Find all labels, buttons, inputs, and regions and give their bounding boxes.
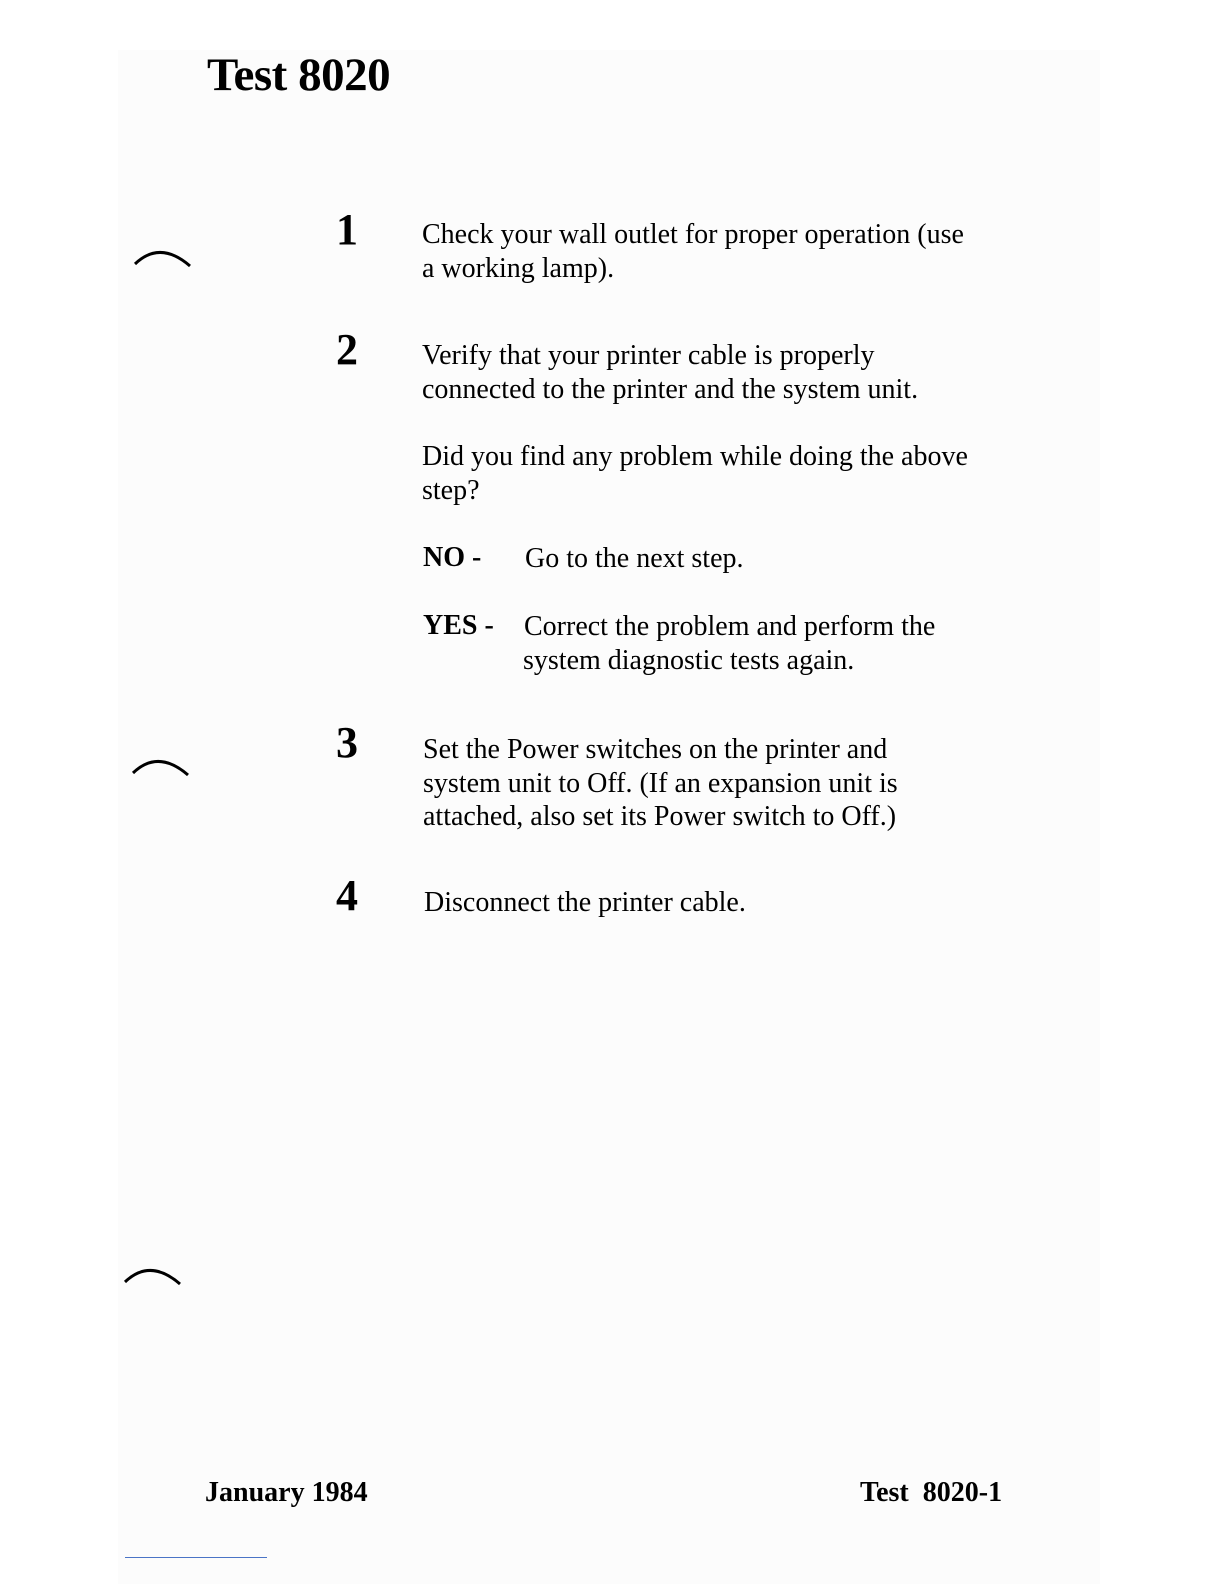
step-number-2: 2 bbox=[336, 325, 358, 374]
binder-hole-mark-icon bbox=[132, 244, 194, 270]
answer-yes-line-1: Correct the problem and perform the bbox=[524, 611, 936, 642]
answer-no-key: NO - bbox=[423, 542, 482, 573]
step-3-line-2: system unit to Off. (If an expansion unit is bbox=[423, 768, 898, 799]
step-1-line-1: Check your wall outlet for proper operation (use bbox=[422, 219, 964, 250]
step-2-question-line-1: Did you find any problem while doing the above bbox=[422, 441, 968, 472]
footer-date: January 1984 bbox=[205, 1477, 368, 1508]
step-number-1: 1 bbox=[336, 205, 358, 254]
step-2-line-1: Verify that your printer cable is properly bbox=[422, 340, 875, 371]
answer-no-text: Go to the next step. bbox=[525, 543, 744, 574]
footer-page-reference: Test 8020-1 bbox=[860, 1477, 1003, 1508]
step-2-question-line-2: step? bbox=[422, 475, 480, 506]
step-3-line-1: Set the Power switches on the printer and bbox=[423, 734, 888, 765]
binder-hole-mark-icon bbox=[122, 1262, 184, 1288]
binder-hole-mark-icon bbox=[130, 753, 192, 779]
footer-rule bbox=[125, 1557, 267, 1558]
step-3-line-3: attached, also set its Power switch to Off.) bbox=[423, 801, 897, 832]
page-title: Test 8020 bbox=[207, 49, 391, 101]
answer-yes-key: YES - bbox=[423, 610, 494, 641]
answer-yes-line-2: system diagnostic tests again. bbox=[523, 645, 855, 676]
step-1-line-2: a working lamp). bbox=[422, 253, 615, 284]
step-2-line-2: connected to the printer and the system unit. bbox=[422, 374, 919, 405]
step-number-3: 3 bbox=[336, 718, 358, 767]
step-number-4: 4 bbox=[336, 871, 358, 920]
step-4-line-1: Disconnect the printer cable. bbox=[424, 887, 746, 918]
